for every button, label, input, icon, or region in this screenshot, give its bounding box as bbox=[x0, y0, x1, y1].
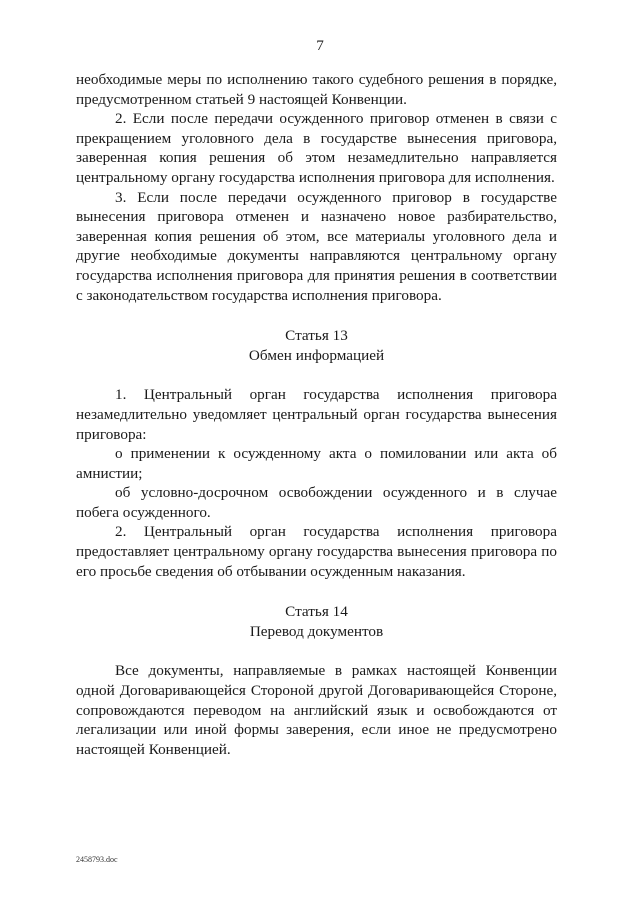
article-13-paragraph-1: 1. Центральный орган государства исполнения приговора незамедлительно уведомляет центральный орган государства вынесения приговора: bbox=[76, 386, 557, 443]
paragraph-continuation: необходимые меры по исполнению такого судебного решения в порядке, предусмотренном статьей 9 настоящей Конвенции. bbox=[76, 71, 557, 108]
article-13 bbox=[76, 326, 557, 581]
article-14 bbox=[76, 602, 557, 759]
paragraph-2: 2. Если после передачи осужденного приговор отменен в связи с прекращением уголовного дела в государстве вынесения приговора, заверенная копия решения об этом незамедлительно направляется центральному органу государства исполнения приговора для исполнения. bbox=[76, 110, 557, 186]
article-14-number: Статья 14 bbox=[285, 603, 348, 621]
article-13-paragraph-2: 2. Центральный орган государства исполнения приговора предоставляет центральному органу государства вынесения приговора по его просьбе сведения об отбывании осужденным наказания. bbox=[76, 523, 557, 580]
paragraph-3: 3. Если после передачи осужденного приговор в государстве вынесения приговора отменен и назначено новое разбирательство, заверенная копия решения об этом, все материалы уголовного дела и другие необходимые документы направляются центральному органу государства исполнения приговора для принятия решения в соответствии с законодательством государства исполнения приговора. bbox=[76, 188, 557, 304]
article-13-title: Обмен информацией bbox=[248, 346, 385, 364]
document-body bbox=[76, 70, 557, 759]
article-13-item-release: об условно-досрочном освобождении осужденного и в случае побега осужденного. bbox=[76, 484, 557, 521]
article-13-item-pardon: о применении к осужденному акта о помиловании или акта об амнистии; bbox=[76, 445, 557, 482]
page-number: 7 bbox=[316, 37, 324, 54]
file-name-footer: 2458793.doc bbox=[76, 855, 118, 864]
article-14-paragraph-1: Все документы, направляемые в рамках настоящей Конвенции одной Договаривающейся Стороной другой Договаривающейся Стороне, сопровождаются переводом на английский язык и освобождаются от легализации или иной формы заверения, если иное не предусмотрено настоящей Конвенцией. bbox=[76, 662, 557, 758]
article-14-title: Перевод документов bbox=[249, 622, 384, 640]
article-13-number: Статья 13 bbox=[285, 327, 348, 345]
